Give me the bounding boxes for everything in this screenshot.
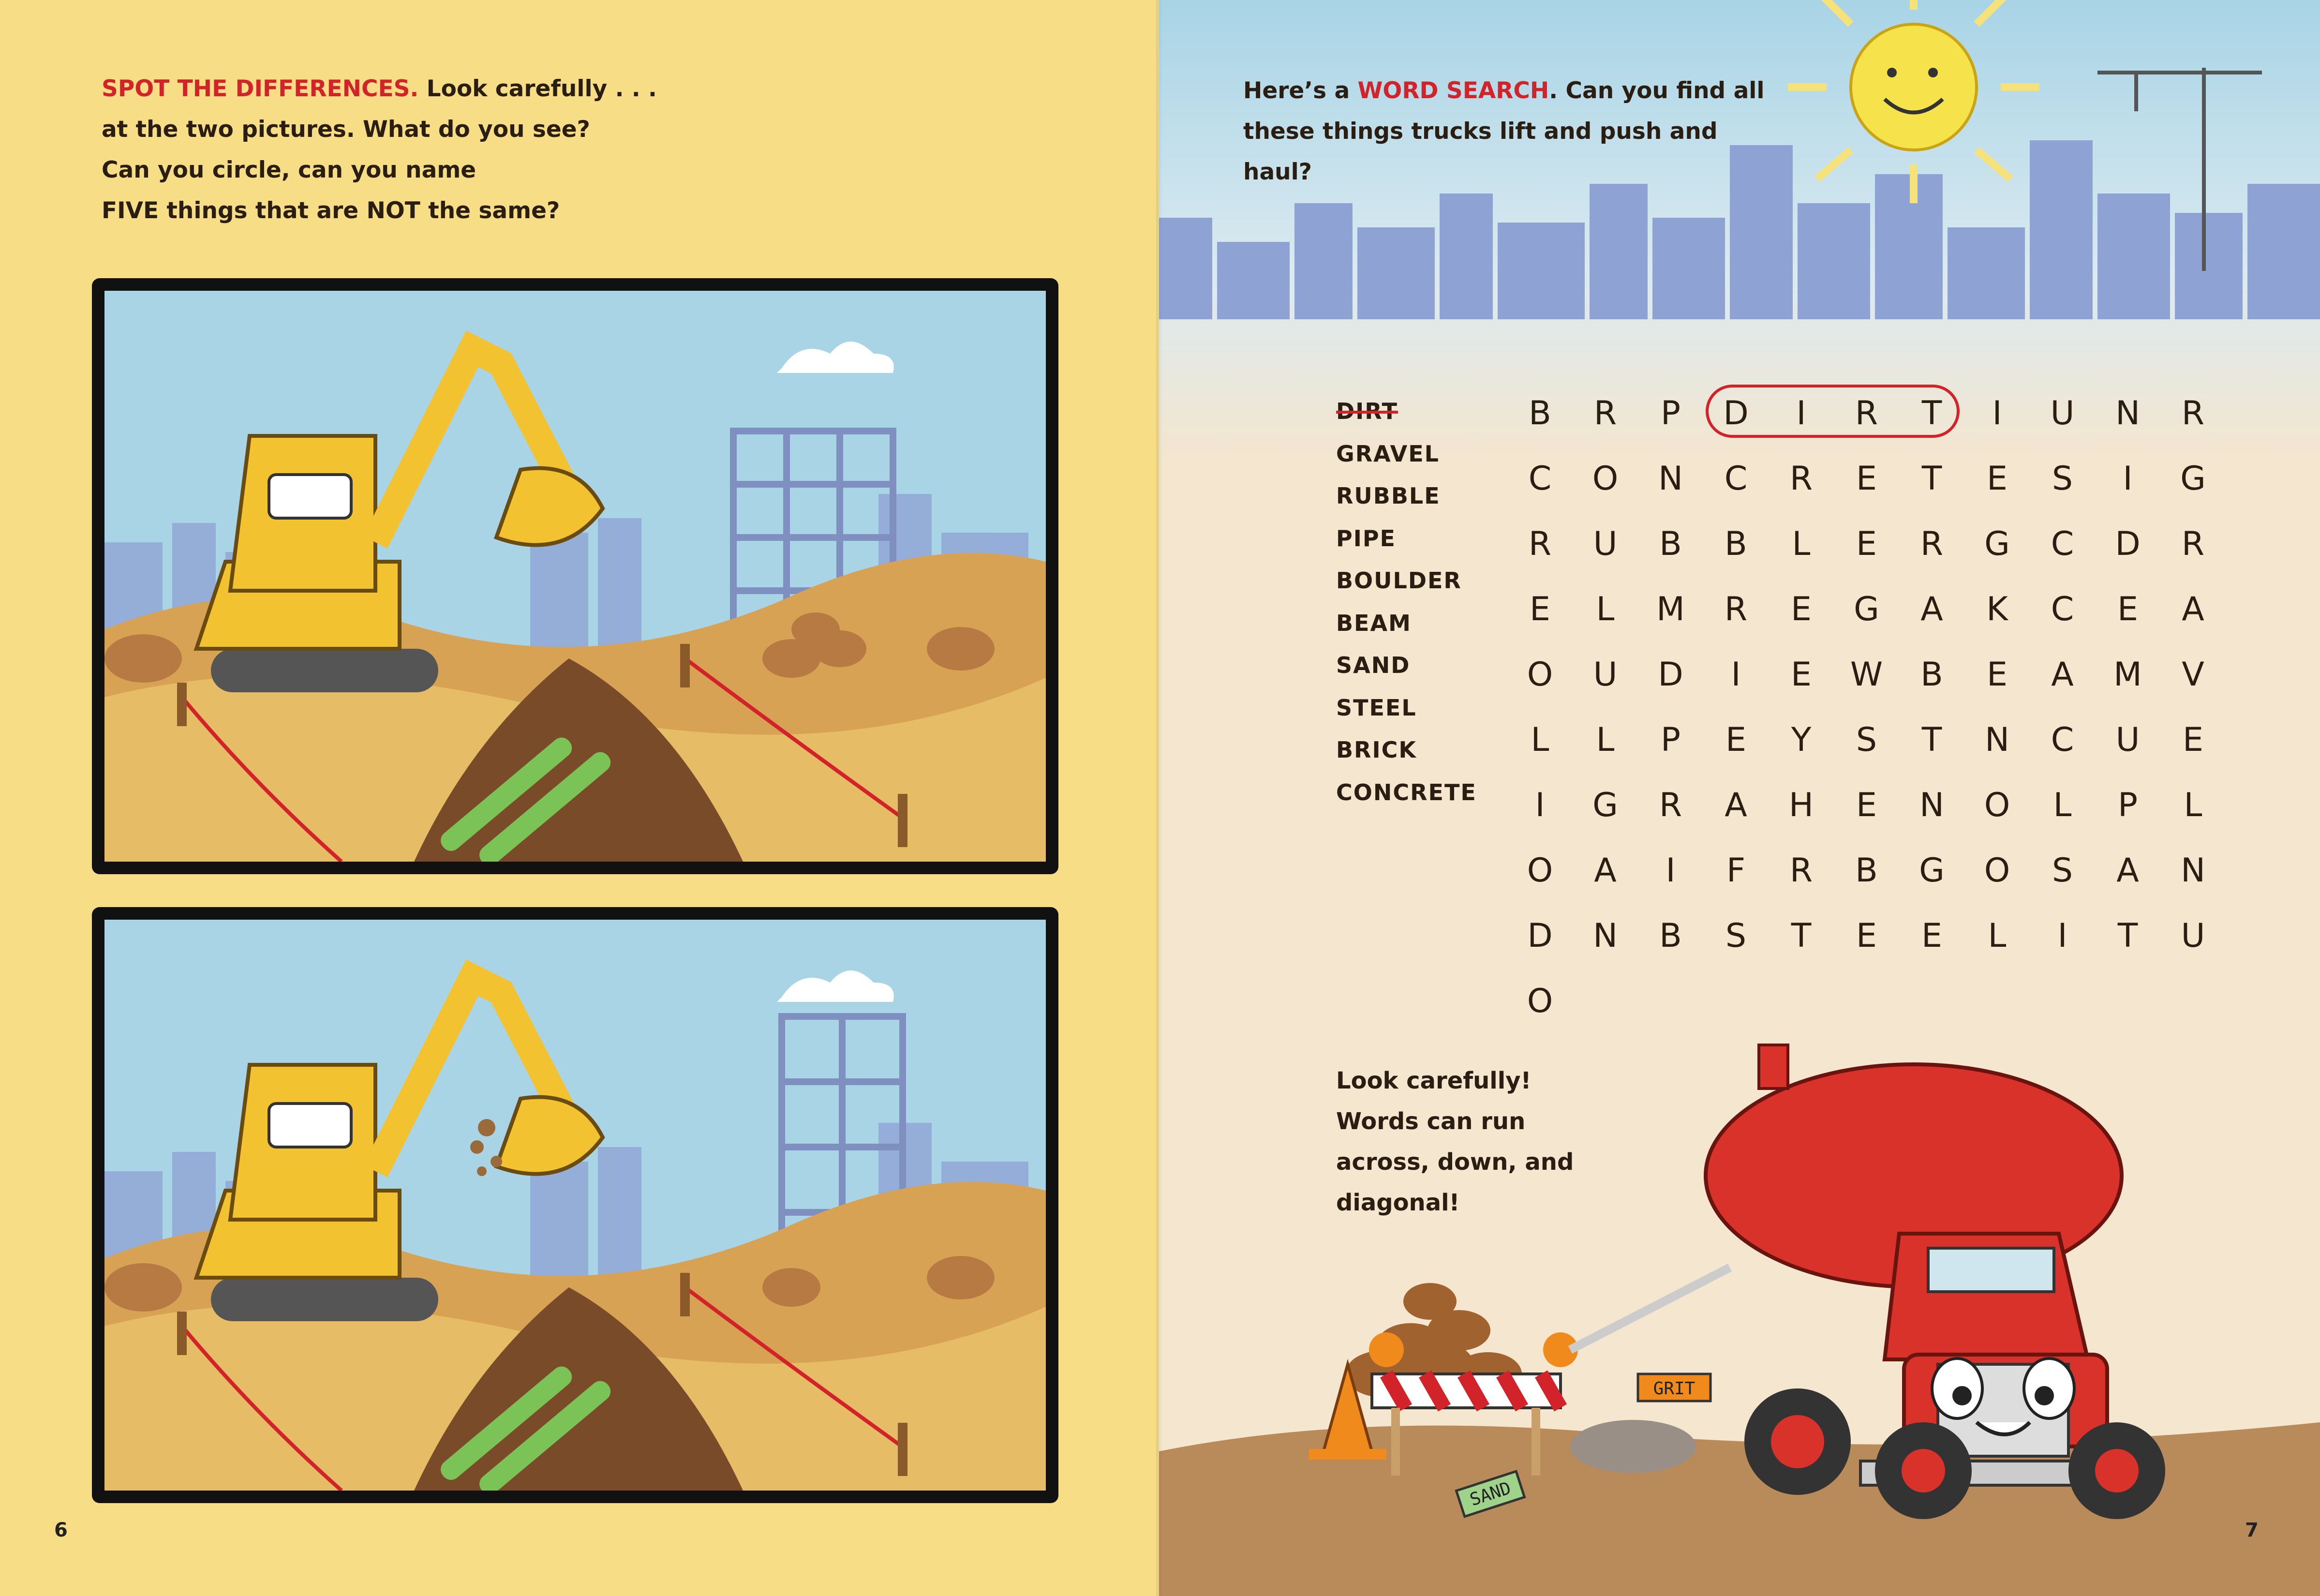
grid-letter[interactable]: H: [1788, 786, 1814, 824]
excavator-scene-top: [104, 291, 1046, 862]
grid-letter[interactable]: B: [1529, 394, 1551, 433]
intro-line-1: Look carefully . . .: [418, 75, 657, 102]
grid-letter[interactable]: R: [1528, 525, 1552, 563]
grid-letter[interactable]: I: [1992, 394, 2002, 433]
grid-letter[interactable]: R: [1659, 786, 1682, 824]
grid-letter[interactable]: L: [1988, 917, 2007, 955]
grid-letter[interactable]: E: [1856, 917, 1877, 955]
excavator-scene-bottom: [104, 920, 1046, 1491]
grid-letter[interactable]: A: [1725, 786, 1747, 824]
grid-letter[interactable]: R: [1855, 394, 1878, 433]
hint-line-4: diagonal!: [1336, 1189, 1460, 1216]
grid-letter[interactable]: M: [2113, 656, 2142, 694]
grid-letter[interactable]: G: [1854, 590, 1879, 628]
grid-letter[interactable]: R: [2181, 394, 2205, 433]
grid-letter[interactable]: N: [2181, 851, 2205, 890]
grid-letter[interactable]: B: [1855, 851, 1878, 890]
grid-letter[interactable]: L: [1792, 525, 1811, 563]
grid-letter[interactable]: T: [1921, 394, 1942, 433]
word-list-item[interactable]: CONCRETE: [1336, 779, 1477, 805]
grid-letter[interactable]: B: [1920, 656, 1943, 694]
grid-letter[interactable]: N: [2115, 394, 2140, 433]
grid-letter[interactable]: O: [1984, 851, 2010, 890]
grid-letter[interactable]: E: [1856, 460, 1877, 498]
intro-line-2: at the two pictures. What do you see?: [102, 116, 590, 143]
grid-letter[interactable]: V: [2182, 656, 2204, 694]
grid-letter[interactable]: W: [1850, 656, 1883, 694]
grid-letter[interactable]: C: [1528, 460, 1552, 498]
grid-letter[interactable]: G: [1592, 786, 1618, 824]
sand-sign-text: SAND: [1467, 1478, 1514, 1510]
page-number-right: 7: [2245, 1519, 2259, 1541]
word-list-item[interactable]: RUBBLE: [1336, 483, 1441, 509]
intro-line-4: FIVE things that are NOT the same?: [102, 197, 560, 224]
grid-letter[interactable]: O: [1592, 460, 1619, 498]
grit-pile: [1570, 1420, 1696, 1473]
left-page: [0, 0, 1159, 1596]
word-search-title: WORD SEARCH: [1357, 77, 1549, 104]
grid-letter[interactable]: O: [1527, 851, 1553, 890]
grid-letter[interactable]: T: [1791, 917, 1812, 955]
grid-letter[interactable]: M: [1656, 590, 1685, 628]
grid-letter[interactable]: R: [2181, 525, 2205, 563]
grid-letter[interactable]: E: [2183, 721, 2203, 759]
grid-letter[interactable]: E: [1725, 721, 1746, 759]
word-list-item[interactable]: BOULDER: [1336, 567, 1462, 594]
grid-letter[interactable]: A: [2182, 590, 2204, 628]
word-list-item[interactable]: PIPE: [1336, 525, 1396, 552]
intro-line-2: these things trucks lift and push and haul?: [1243, 118, 1718, 185]
word-search-grid: [1507, 389, 2226, 1043]
grid-letter[interactable]: E: [1791, 656, 1812, 694]
hint-line-1: Look carefully!: [1336, 1067, 1532, 1094]
grid-letter[interactable]: T: [1921, 460, 1942, 498]
grit-sign: [1638, 1374, 1710, 1401]
grid-letter[interactable]: E: [1987, 656, 2008, 694]
grid-letter[interactable]: I: [1796, 394, 1806, 433]
grid-letter[interactable]: N: [1593, 917, 1618, 955]
picture-top[interactable]: [92, 278, 1058, 874]
tanker-truck-scene: [1159, 1016, 2320, 1596]
grid-letter[interactable]: A: [2116, 851, 2139, 890]
grid-letter[interactable]: D: [1658, 656, 1683, 694]
intro-line-3: Can you circle, can you name: [102, 157, 476, 183]
grid-letter[interactable]: U: [1593, 656, 1618, 694]
grid-letter[interactable]: F: [1726, 851, 1746, 890]
grid-letter[interactable]: A: [1594, 851, 1617, 890]
grid-letter[interactable]: U: [2050, 394, 2075, 433]
grid-letter[interactable]: L: [1596, 590, 1615, 628]
word-search-intro: [1243, 71, 1775, 193]
grid-letter[interactable]: G: [1919, 851, 1945, 890]
book-spine: [1156, 0, 1163, 1596]
word-list-item[interactable]: SAND: [1336, 652, 1411, 678]
word-list-item[interactable]: STEEL: [1336, 694, 1417, 721]
grid-letter[interactable]: L: [1596, 721, 1615, 759]
word-list: [1336, 397, 1477, 820]
grid-letter[interactable]: I: [1535, 786, 1545, 824]
grid-letter[interactable]: E: [1856, 786, 1877, 824]
grid-letter[interactable]: G: [2180, 460, 2206, 498]
grid-letter[interactable]: R: [1724, 590, 1748, 628]
grid-letter[interactable]: P: [1660, 394, 1681, 433]
intro-line-1: . Can you find all: [1549, 77, 1765, 104]
grid-letter[interactable]: E: [1856, 525, 1877, 563]
grid-letter[interactable]: C: [2051, 721, 2074, 759]
grid-letter[interactable]: P: [2117, 786, 2138, 824]
grid-letter[interactable]: O: [1984, 786, 2010, 824]
intro-prefix: Here’s a: [1243, 77, 1358, 104]
grid-letter[interactable]: P: [1660, 721, 1681, 759]
grid-letter[interactable]: R: [1593, 394, 1617, 433]
picture-bottom[interactable]: [92, 907, 1058, 1503]
grid-letter[interactable]: T: [2117, 917, 2138, 955]
grid-letter[interactable]: S: [2052, 851, 2073, 890]
grid-letter[interactable]: U: [2181, 917, 2205, 955]
word-list-item[interactable]: DIRT: [1336, 398, 1398, 424]
word-list-item[interactable]: BEAM: [1336, 610, 1412, 636]
grid-letter[interactable]: D: [1723, 394, 1749, 433]
grid-letter[interactable]: S: [2052, 460, 2073, 498]
grid-letter[interactable]: B: [1725, 525, 1747, 563]
grid-letter[interactable]: D: [2115, 525, 2141, 563]
hint-line-2: Words can run: [1336, 1108, 1526, 1135]
spot-differences-title: SPOT THE DIFFERENCES.: [102, 75, 419, 102]
grid-letter[interactable]: B: [1659, 525, 1682, 563]
grid-letter[interactable]: R: [1789, 851, 1813, 890]
right-page: [1159, 0, 2320, 1596]
grid-letter[interactable]: Y: [1791, 721, 1812, 759]
grid-letter[interactable]: E: [1921, 917, 1942, 955]
grid-letter[interactable]: I: [1731, 656, 1741, 694]
grid-letter[interactable]: C: [2051, 525, 2074, 563]
grid-letter[interactable]: E: [1791, 590, 1812, 628]
grid-letter[interactable]: U: [1593, 525, 1618, 563]
grid-letter[interactable]: O: [1527, 656, 1553, 694]
word-list-item[interactable]: GRAVEL: [1336, 440, 1440, 467]
grid-letter[interactable]: I: [1666, 851, 1676, 890]
grid-letter[interactable]: I: [2057, 917, 2067, 955]
found-word-circle: [1706, 385, 1960, 438]
grid-letter[interactable]: N: [1985, 721, 2009, 759]
grid-letter[interactable]: S: [1856, 721, 1877, 759]
grid-letter[interactable]: C: [2051, 590, 2074, 628]
grid-letter[interactable]: A: [2051, 656, 2074, 694]
grid-letter[interactable]: B: [1659, 917, 1682, 955]
grid-letter[interactable]: N: [1919, 786, 1944, 824]
grid-letter[interactable]: E: [1530, 590, 1550, 628]
grid-letter[interactable]: A: [1920, 590, 1943, 628]
grid-letter[interactable]: O: [1527, 982, 1553, 1020]
hint-line-3: across, down, and: [1336, 1149, 1574, 1176]
grid-letter[interactable]: N: [1658, 460, 1683, 498]
grid-letter[interactable]: R: [1789, 460, 1813, 498]
grid-letter[interactable]: L: [1531, 721, 1549, 759]
spot-differences-intro: [102, 69, 730, 231]
grid-letter[interactable]: L: [2053, 786, 2072, 824]
grid-letter[interactable]: U: [2115, 721, 2140, 759]
grid-letter[interactable]: E: [2117, 590, 2138, 628]
grid-letter[interactable]: R: [1920, 525, 1944, 563]
page-number-left: 6: [54, 1519, 68, 1541]
word-list-item[interactable]: BRICK: [1336, 737, 1417, 763]
grit-sign-text: GRIT: [1653, 1379, 1695, 1399]
grid-letter[interactable]: K: [1986, 590, 2008, 628]
grid-letter[interactable]: E: [1987, 460, 2008, 498]
grid-letter[interactable]: C: [1724, 460, 1748, 498]
grid-letter[interactable]: S: [1725, 917, 1747, 955]
grid-letter[interactable]: D: [1527, 917, 1553, 955]
grid-letter[interactable]: G: [1984, 525, 2010, 563]
grid-letter[interactable]: T: [1921, 721, 1942, 759]
grid-letter[interactable]: L: [2184, 786, 2202, 824]
grid-letter[interactable]: I: [2123, 460, 2133, 498]
